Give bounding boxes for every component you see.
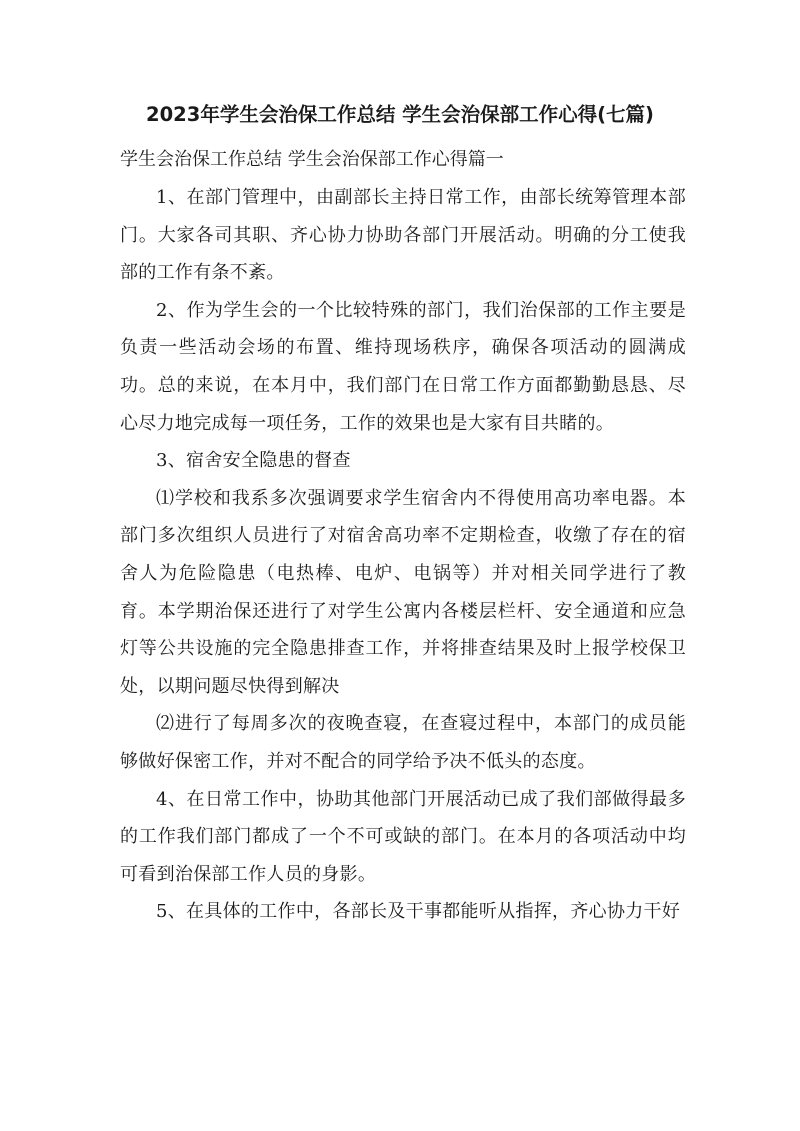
section-heading: 学生会治保工作总结 学生会治保部工作心得篇一 — [120, 149, 504, 170]
paragraph-1: 1、在部门管理中，由副部长主持日常工作，由部长统筹管理本部门。大家各司其职、齐心协力协助各部门开展活动。明确的分工使我部的工作有条不紊。 — [120, 187, 686, 284]
paragraph-6: 4、在日常工作中，协助其他部门开展活动已成了我们部做得最多的工作我们部门都成了一个不可或缺的部门。在本月的各项活动中均可看到治保部工作人员的身影。 — [120, 788, 686, 885]
paragraph-3: 3、宿舍安全隐患的督查 — [156, 450, 351, 472]
paragraph-5: ⑵进行了每周多次的夜晚查寝，在查寝过程中，本部门的成员能够做好保密工作，并对不配合的同学给予决不低头的态度。 — [120, 713, 686, 772]
document-title: 2023年学生会治保工作总结 学生会治保部工作心得(七篇) — [146, 103, 654, 126]
paragraph-2: 2、作为学生会的一个比较特殊的部门，我们治保部的工作主要是负责一些活动会场的布置、维持现场秩序，确保各项活动的圆满成功。总的来说，在本月中，我们部门在日常工作方面都勤勤恳恳、尽心尽力地完成每一项任务，工作的效果也是大家有目共睹的。 — [120, 299, 686, 434]
paragraph-4: ⑴学校和我系多次强调要求学生宿舍内不得使用高功率电器。本部门多次组织人员进行了对宿舍高功率不定期检查，收缴了存在的宿舍人为危险隐患（电热棒、电炉、电锅等）并对相关同学进行了教育。本学期治保还进行了对学生公寓内各楼层栏杆、安全通道和应急灯等公共设施的完全隐患排查工作，并将排查结果及时上报学校保卫处，以期问题尽快得到解决 — [120, 487, 686, 697]
paragraph-7: 5、在具体的工作中，各部长及干事都能听从指挥，齐心协力干好 — [156, 901, 681, 923]
document-body — [120, 179, 686, 931]
